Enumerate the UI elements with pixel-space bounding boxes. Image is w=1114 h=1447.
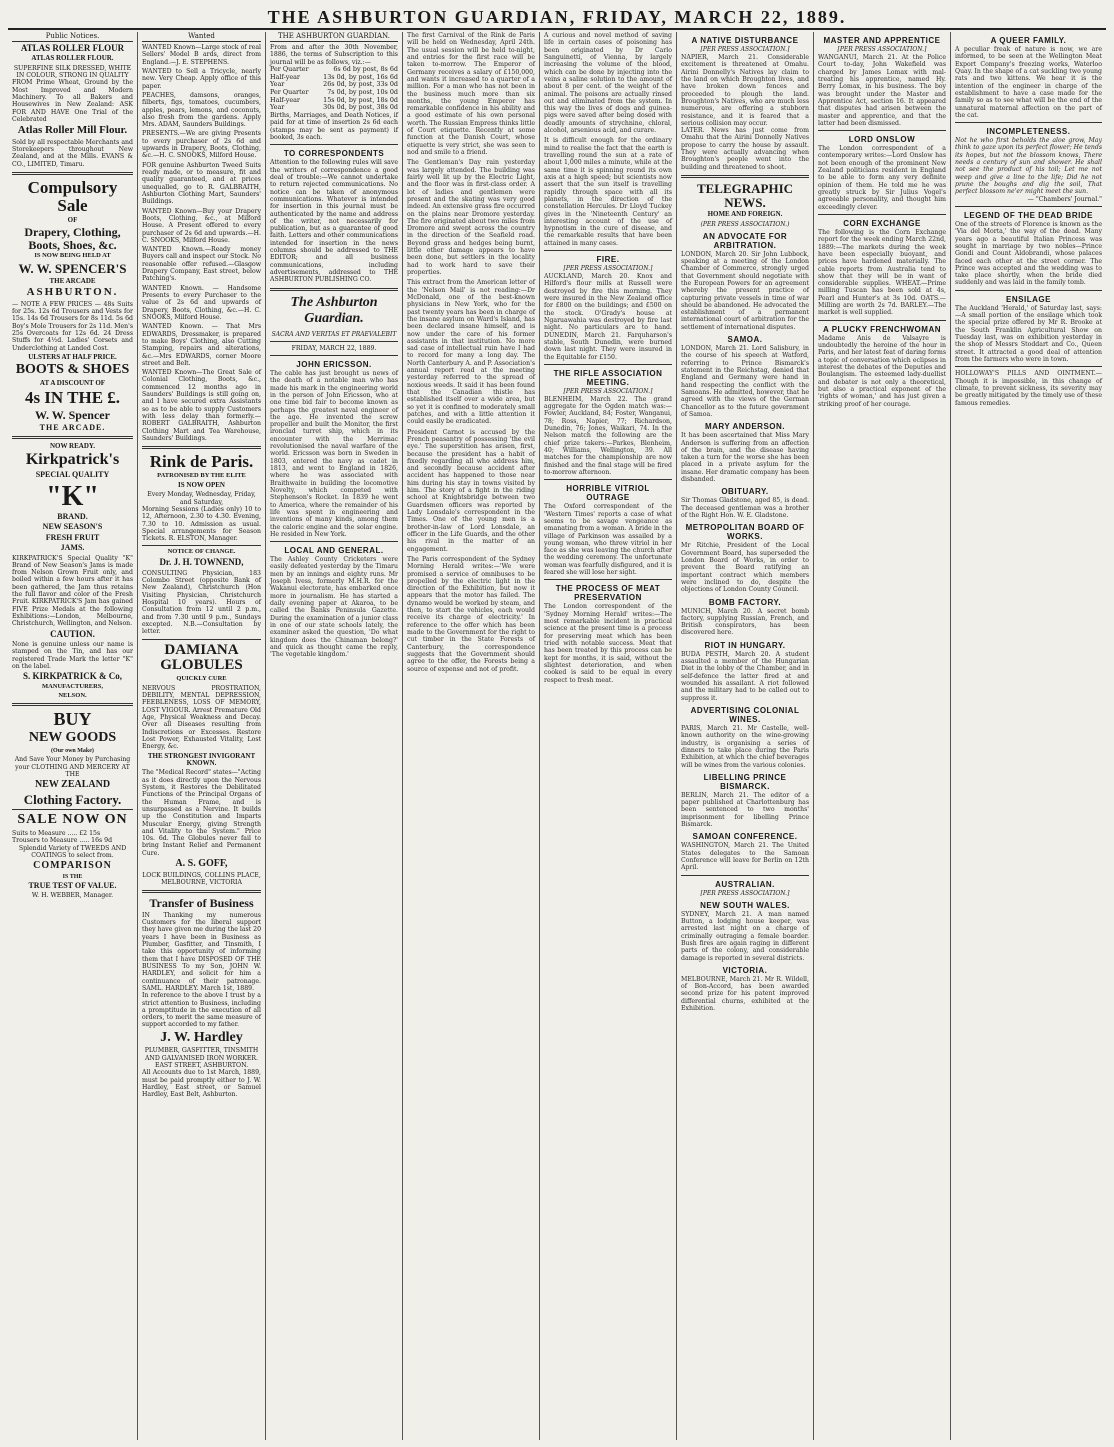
price-row: Per Quarter 7s 0d, by post, 10s 0d bbox=[270, 88, 398, 96]
masthead bbox=[8, 6, 1106, 30]
ad-invigorant: THE STRONGEST INVIGORANT KNOWN. bbox=[147, 751, 256, 767]
ad-k-brand: "K" bbox=[46, 480, 99, 512]
rifle-body: BLENHEIM, March 22. The grand aggregate for the Ogden match was:—Fowler, Auckland, 84; Foster, Wanganui, 78; Ross, Napier, 77; Richardson, Dunedin, 76; Jones, Waikari, 74. In the Nelson match the following are the chief prize takers:—Parkes, Blenheim, 40; Williams, Wellington, 39. All matches for the championship are now finished and the final stage will be fired to-morrow afternoon. bbox=[544, 395, 672, 476]
section-title: AUSTRALIAN. bbox=[715, 879, 775, 889]
ad-spencer-name: W. W. Spencer bbox=[35, 408, 110, 423]
divider bbox=[544, 579, 672, 580]
article-paragraph: It is difficult enough for the ordinary mind to realise the fact that the earth is travelling round the sun at a rate of about 1,000 miles a minute, while at the same time it is spinning round its own axis at a high speed; but scientists now assert that the sun itself is travelling rapidly through space with all its planets, in the direction of the constellation Hercules. Dr Lloyd Tuckey gives in the 'Nineteenth Century' an interesting account of the use of hypnotism in the cure of disease, and the remarkable results that have been attained in many cases. bbox=[544, 137, 672, 247]
queer-body: A peculiar freak of nature is now, we are informed, to be seen at the Wellington Meat Export Company's freezing works, Waterloo Quay. In the shape of a cat suckling two young rats and two kittens. We hear it is the intention of the engineer in charge of the establishment to have a case made for the family so as to see what will be the end of the unnatural maternal affection on the part of the cat. bbox=[955, 46, 1102, 119]
divider bbox=[12, 809, 133, 810]
ad-damiana-sub: QUICKLY CURE bbox=[176, 675, 227, 682]
wanted-item: WANTED Known—Large stock of real Sellers' Model B ards, direct from England.—J. E. STEPHENS. bbox=[142, 44, 261, 66]
column-7 bbox=[814, 32, 951, 1440]
vitriol-body: The Oxford correspondent of the 'Western Times' reports a case of what seems to be savage vengeance as emanating from a woman. A bride in the village of Parkinson was assailed by a young woman, who threw vitriol in her face as she was leaving the church after the wedding ceremony. The unfortunate woman was fearfully disfigured, and it is feared she will lose her sight. bbox=[544, 503, 672, 577]
section-title: A QUEER FAMILY. bbox=[990, 36, 1067, 45]
ad-new-goods: NEW GOODS bbox=[28, 730, 117, 746]
section-title: AN ADVOCATE FOR ARBITRATION. bbox=[702, 231, 788, 250]
divider bbox=[544, 250, 672, 251]
ad-true-test: TRUE TEST OF VALUE. bbox=[28, 881, 117, 891]
source-line: [PER PRESS ASSOCIATION.] bbox=[837, 46, 927, 53]
wanted-item: WANTED Known—The Great Sale of Colonial Clothing, Boots, &c., commenced 12 months ago in Saunders' Buildings is still going on, and I have secured extra Assistants so as to be able to supply Customers with less delay than formerly.—ROBERT GALBRAITH, Ashburton Clothing Mart and Tea Warehouse, Saunders' Buildings. bbox=[142, 369, 261, 442]
meat-body: The London correspondent of the 'Sydney Morning Herald' writes:—The most remarkable incident in practical science at the present time is a process for preserving meat which has been tried with notable success. Meat that has been treated by this process can be kept for months, it is said, without the slightest deterioration, and when cooked is said to be equal in every respect to fresh meat. bbox=[544, 603, 672, 684]
ad-rink-patron: PATRONISED BY THE ELITE bbox=[157, 472, 246, 480]
ad-kirk-co: S. KIRKPATRICK & Co, bbox=[23, 671, 122, 682]
column-1 bbox=[8, 32, 138, 1440]
divider bbox=[142, 545, 261, 546]
ad-ulsters: ULSTERS AT HALF PRICE. bbox=[28, 352, 117, 361]
correspondents-body: Attention to the following rules will save the writers of correspondence a good deal of trouble:—We cannot undertake to return rejected communications. No notice can be taken of anonymous communications. Whatever is intended for insertion in this journal must be authenticated by the name and address of the writer, not necessarily for publication, but as a guarantee of good faith. Letters and other communications intended for insertion in the news columns should be addressed to THE EDITOR; and all business communications, including advertisements, addressed to THE ASHBURTON PUBLISHING CO. bbox=[270, 159, 398, 284]
divider bbox=[270, 541, 398, 542]
section-title: MARY ANDERSON. bbox=[704, 422, 786, 432]
ad-trousers: Trousers to Measure ..... 16s 9d bbox=[12, 837, 113, 845]
subscription-prices bbox=[270, 66, 398, 112]
divider bbox=[270, 144, 398, 145]
ad-save: And Save Your Money by Purchasing your CLOTHING AND MERCERY AT THE bbox=[14, 756, 131, 778]
samoa-body: LONDON, March 21. Lord Salisbury, in the course of his speech at Watford, referring to Prince Bismarck's statement in the Reichstag, denied that England and Germany were hand in hand respecting the conflict with the Samoans. He admitted, however, that he agreed with the views of the German Chancellor as to the future government of Samoa. bbox=[681, 345, 809, 418]
onslow-body: The London correspondent of a contemporary writes:—Lord Onslow has not been enough of the prominent New Zealand politicians resident in England to be able to form any very definite opinion of them. He told me he was greatly struck by Sir Julius Vogel's agreeable personality, and thought him exceedingly clever. bbox=[818, 145, 946, 211]
price-row: Per Quarter 6s 6d by post, 8s 6d bbox=[270, 64, 398, 73]
article-title: JOHN ERICSSON. bbox=[296, 359, 372, 369]
ad-jams: JAMS. bbox=[60, 543, 85, 553]
arbitration-body: LONDON, March 20. Sir John Lubbock, speaking at a meeting of the London Chamber of Commerce, strongly urged that Government should negotiate with the European Powers for an agreement whereby the present practice of capturing private vessels in time of war should be abandoned. He advocated the establishment of a permanent international court of arbitration for the settlement of international disputes. bbox=[681, 250, 809, 331]
divider bbox=[681, 175, 809, 178]
wines-body: PARIS, March 21. Mr Castelle, well-known authority on the wine-growing industry, is organising a series of dinners to take place during the Paris Exhibition, at which the chief beverages will be wines from the various colonies. bbox=[681, 724, 809, 769]
divider bbox=[12, 703, 133, 706]
ad-comparison: COMPARISON bbox=[33, 860, 112, 872]
ad-four-shillings: 4s IN THE £. bbox=[24, 388, 121, 408]
divider bbox=[270, 341, 398, 342]
ad-new-zealand: NEW ZEALAND bbox=[34, 779, 111, 791]
obituary-body: Sir Thomas Gladstone, aged 85, is dead. The deceased gentleman was a brother of the Right Hon. W. E. Gladstone. bbox=[681, 497, 809, 519]
article-paragraph: President Carnot is accused by the French peasantry of possessing 'the evil eye.' The superstition has arisen, first, because the president has a habit of fixedly regarding all who address him, and secondly because accident after accident has happened to those near him during his stay in towns visited by him. The story of a fight in the riding school at Knightsbridge between two Guardsmen officers was reported by Lady Lonsdale's correspondent in the Times. One of the young men is a brother-in-law of Lord Lonsdale, an officer in the Life Guards, and the other his rival in the matter of an engagement. bbox=[407, 428, 535, 553]
ad-webber: W. H. WEBBER, Manager. bbox=[31, 892, 114, 900]
native-body: NAPIER, March 21. Considerable excitement is threatened at Omahu. Airini Donnelly's Natives lay claim to the land on which Broughton lives, and have broken down fences and proceeded to plough the land. Broughton's Natives, who are much less numerous, are offering a stubborn resistance, and it is feared that a serious collision may occur. bbox=[681, 54, 809, 127]
local-news-body: The Ashley County Cricketers were easily defeated yesterday by the Timaru men by an innings and eighty runs. Mr Joseph Ivess, formerly M.H.R. for the Wakanui electorate, has embarked once more in journalism. He has started a daily evening paper at Akaroa, to be called the Banks Peninsula Gazette. During the examination of a junior class in one of our state schools lately, the examiner asked the question, 'Do what kingdom does the Chinaman belong?' and quick as thought came the reply, 'The vegetable kingdom.' bbox=[270, 556, 398, 659]
ad-transfer-body: IN Thanking my numerous Customers for the liberal support they have given me during the last 20 years I have been in Business as Plumber, Gasfitter, and Tinsmith, I take this opportunity of informing them that I have DISPOSED OF THE BUSINESS To my Son, JOHN W. HARDLEY, and solicit for him a continuance of their patronage. SAML. HARDLEY. March 1st, 1889. bbox=[142, 911, 262, 992]
wanted-item: WANTED Known.—Ready money Buyers call and inspect our Stock. No reasonable offer refused.—Glasgow Drapery Company, East street, below Patching's. bbox=[142, 246, 261, 283]
ad-nelson: NELSON. bbox=[58, 691, 87, 699]
fire-body: AUCKLAND, March 20. Knox and Hilford's flour mills at Russell were destroyed by fire this morning. They were insured in the New Zealand office for £800 on the buildings; and £500 on the stock. O'Grady's house at Ngaruawahia was destroyed by fire last night. No particulars are to hand. DUNEDIN, March 21. Farquharson's stable, South Dunedin, were burned down last night. They were insured in the Equitable for £150. bbox=[544, 273, 672, 361]
source-line: [PER PRESS ASSOCIATION.] bbox=[563, 387, 653, 395]
source-line: [PER PRESS ASSOCIATION.] bbox=[563, 265, 653, 273]
wanted-item: WANTED Known. — That Mrs EDWARDS, Dressmaker, is prepared to make Boys' Clothing, also Cutting Stamping, repairs and alterations, &c.—Mrs EDWARDS, corner Moore street and Belt. bbox=[142, 323, 261, 367]
ad-compulsory-sale: Compulsory Sale bbox=[27, 178, 118, 215]
ad-own-make: (Our own Make) bbox=[51, 747, 94, 754]
section-title: LORD ONSLOW bbox=[848, 135, 916, 145]
mary-body: It has been ascertained that Miss Mary Anderson is suffering from an affection of the brain, and the disease having taken a turn for the worse she has been placed in a private asylum for the insane. Her dramatic company has been disbanded. bbox=[681, 432, 809, 484]
riot-body: BUDA PESTH, March 20. A student assaulted a member of the Hungarian Diet in the lobby of the Chamber, and in self-defence the latter fired at and wounded his assailant. A riot followed and the military had to be called out to suppress it. bbox=[681, 650, 809, 702]
ad-rink-open: IS NOW OPEN bbox=[178, 480, 225, 489]
section-title: NEW SOUTH WALES. bbox=[700, 900, 790, 910]
section-title: THE PROCESS OF MEAT PRESERVATION bbox=[555, 584, 661, 603]
ad-transfer: Transfer of Business bbox=[149, 896, 254, 911]
section-title: SAMOAN CONFERENCE. bbox=[692, 832, 798, 842]
section-title: BOMB FACTORY. bbox=[708, 597, 782, 607]
ad-fresh-fruit: FRESH FRUIT bbox=[45, 532, 100, 542]
section-title: MASTER AND APPRENTICE bbox=[823, 36, 941, 45]
libel-body: BERLIN, March 21. The editor of a paper published at Charlottenburg has been sentenced to two months' imprisonment for libelling Prince Bismarck. bbox=[681, 791, 809, 829]
section-title: OBITUARY. bbox=[721, 487, 769, 497]
article-paragraph: This extract from the American letter of the 'Nelson Mail' is not reading:—Dr McDonald, one of the best-known physicians in New York, who for the past twenty years has been in charge of the insane asylum on Ward's Island, has been declared insane himself, and is now under the care of his former assistants in that institution. No more sad case of intellectual ruin have I had to record for many a long day. The North Canterbury A. and P. Association's annual report read at the meeting yesterday referred to the spread of noxious weeds. It said it has been found that the Canadian thistle has established itself over a wide area, but so yet it is confined to moderately small patches, and with a little attention it could easily be eradicated. bbox=[407, 279, 535, 426]
section-title: A NATIVE DISTURBANCE bbox=[691, 36, 799, 45]
source-line: [PER PRESS ASSOCIATION.] bbox=[700, 889, 790, 897]
ad-buy: BUY bbox=[53, 709, 92, 730]
metro-body: Mr Ritchie, President of the Local Government Board, has superseded the London Board of Works, in order to prevent the Board ratifying an important contract which members were inclined to do, despite the objections of London County Council. bbox=[681, 542, 809, 594]
ad-new-season: NEW SEASON'S bbox=[42, 522, 103, 532]
divider bbox=[270, 355, 398, 356]
wanted-item: WANTED to Sell a Tricycle, nearly new. Very Cheap. Apply office of this paper. bbox=[142, 67, 261, 90]
ad-hardley-accounts: All Accounts due to 1st March, 1889, must be paid promptly either to J. W. Hardley, East street, or Samuel Hardley, East Belt, Ashburton. bbox=[142, 1069, 261, 1099]
ad-damiana-body: NERVOUS PROSTRATION, DEBILITY, MENTAL DEPRESSION, FEEBLENESS, LOSS OF MEMORY, LOST VIGOUR. Arrest Premature Old Age, Physical Weakness and Decay. Over all Diseases resulting from Indiscretions or Excesses. Restore Lost Power, Exhausted Vitality, Lost Energy, &c. bbox=[142, 684, 261, 751]
corn-body: The following is the Corn Exchange report for the week ending March 22nd, 1889:—The markets during the week have been especially buoyant, and prices have hardened materially. The cable reports from Australia tend to show that they will be in want of considerable supplies. WHEAT.—Prime milling Tuscan has been sold at 4s, Pearl and Hunter's at 3s 10d. OATS.—Milling are worth 2s 7d. BARLEY.—The market is well supplied. bbox=[818, 228, 946, 317]
column-8 bbox=[951, 32, 1106, 1440]
column-header: THE ASHBURTON GUARDIAN. bbox=[270, 32, 398, 42]
divider bbox=[955, 366, 1102, 367]
ad-notice-change: NOTICE OF CHANGE. bbox=[167, 548, 236, 556]
divider bbox=[12, 436, 133, 439]
wanted-item: WANTED Known. — Handsome Presents to every Purchaser to the value of 2s 6d and upwards of Drapery, Boots, Clothing, &c.—H. C. SNOOKS, Milford House. bbox=[142, 284, 261, 321]
victoria-body: MELBOURNE, March 21. Mr R. Wildell, of Bon-Accord, has been awarded second prize for his patent improved differential churns, exhibited at the Exhibition. bbox=[681, 975, 809, 1013]
legend-body: One of the streets of Florence is known as the 'Via del Morta,' the way of the dead. Many years ago a beautiful Italian Princess was sought in marriage by two nobles—Prince Gondi and Count Aldobrandi, whose palaces faced each other at the street corner. The Prince was accepted and the wedding was to take place shortly, when the bride died suddenly and was laid in the family tomb. bbox=[955, 220, 1102, 287]
section-title: LEGEND OF THE DEAD BRIDE bbox=[964, 210, 1093, 220]
ad-atlas-quality: SUPERFINE SILK DRESSED, WHITE IN COLOUR, STRONG IN QUALITY bbox=[13, 64, 132, 80]
section-title: THE RIFLE ASSOCIATION MEETING. bbox=[553, 368, 663, 387]
ad-caution: CAUTION. bbox=[50, 628, 95, 639]
plucky-body: Madame Anis de Valsayre is undoubtedly the heroine of the hour in Paris, and her latest feat of daring forms a topic of conversation which eclipses in interest the debates of the Deputies and Boulangism. The esteemed lady-duellist and debater is not only a theoretical, but also a practical exponent of the 'rights of woman,' and has just given a striking proof of her courage. bbox=[818, 334, 946, 408]
ad-goff-address: LOCK BUILDINGS, COLLINS PLACE, MELBOURNE, VICTORIA bbox=[142, 871, 261, 886]
source-line: [PER PRESS ASSOCIATION.] bbox=[700, 46, 790, 53]
section-title: METROPOLITAN BOARD OF WORKS. bbox=[685, 523, 805, 542]
ad-prices: — NOTE A FEW PRICES — 48s Suits for 25s. 12s 6d Trousers and Vests for 15s. 14s 6d Trousers for 8s 11d. 5s 6d Boy's Mole Trousers for 2s 11d. Men's 25s Overcoats for 12s 6d. 24 Dress Stuffs for 4½d. Ladies' Corsets and Underclothing at Landed Cost. bbox=[12, 300, 133, 352]
ad-brand: BRAND. bbox=[57, 511, 88, 521]
subscription-text: From and after the 30th November, 1886, the terms of Subscription to this journal will be as follows, viz.:— bbox=[270, 44, 398, 66]
guardian-logo: The Ashburton Guardian. bbox=[290, 294, 378, 326]
ad-boots-shoes: BOOTS & SHOES bbox=[15, 362, 130, 378]
section-title: VICTORIA. bbox=[722, 965, 768, 975]
ad-ashburton: ASHBURTON. bbox=[26, 286, 119, 299]
ad-atlas-sold: Sold by all respectable Merchants and Storekeepers throughout New Zealand, and at the Mills. EVANS & CO., LIMITED, Timaru. bbox=[12, 138, 133, 168]
wanted-item: PRESENTS.—We are giving Presents to every purchaser of 2s 6d and upwards in Drapery, Boots, Clothing, &c.—H. C. SNOOKS, Milford House. bbox=[142, 130, 261, 160]
section-title: LOCAL AND GENERAL. bbox=[284, 546, 384, 556]
section-title: ENSILAGE bbox=[1006, 294, 1051, 304]
divider bbox=[142, 639, 261, 640]
poem-body: Not he who first beholds the aloe grow, May think to gaze upon its perfect flower; He tends its hopes, but not the blossom knows, There needs a century of sun and shower. He shall not see the product of his toil; Let me not weep and give a line to the life; Did he not prune the boughs and dig the soil, That perfect blossom ne'er might meet the sun. bbox=[955, 137, 1102, 196]
ad-transfer-body-2: In reference to the above I trust by a strict attention to Business, including a promptitude in the execution of all orders, to merit the same measure of support accorded to my father. bbox=[142, 992, 261, 1029]
divider bbox=[681, 875, 809, 876]
divider bbox=[142, 446, 261, 449]
poem-source: — "Chambers' Journal." bbox=[1027, 195, 1102, 203]
price-row: Year 26s 0d, by post, 33s 0d bbox=[270, 80, 398, 89]
ad-is-the: IS THE bbox=[62, 873, 83, 880]
divider bbox=[270, 288, 398, 291]
column-header: Wanted bbox=[142, 32, 261, 42]
master-body: WANGANUI, March 21. At the Police Court to-day, John Wakefield was charged by James Lomax with mal-treating his apprentice, named Hy. Berry Lomax, in his business. The boy was brought under the Master and Apprentice Act, section 16. It appeared that disputes had arisen between the master and apprentice, and that the latter had been dismissed. bbox=[818, 54, 946, 127]
divider bbox=[544, 364, 672, 365]
bomb-body: MUNICH, March 20. A secret bomb factory, supplying Russian, French, and British conspirators, has been discovered here. bbox=[681, 607, 809, 637]
native-later: LATER. News has just come from Omahu that the Airini Donnelly Natives propose to carry the house by assault. They were actually advancing when Broughton's people went into the building and threatened to shoot. bbox=[681, 127, 809, 171]
ad-manufacturers: MANUFACTURERS, bbox=[41, 682, 104, 690]
guardian-motto: SACRA AND VERITAS ET PRAEVALEBIT bbox=[271, 330, 397, 338]
ad-townend: Dr. J. H. TOWNEND, bbox=[159, 557, 244, 568]
column-6 bbox=[677, 32, 814, 1440]
ad-hardley-sub: PLUMBER, GASFITTER, TINSMITH AND GALVANISED IRON WORKER. EAST STREET, ASHBURTON. bbox=[144, 1047, 259, 1070]
divider bbox=[818, 320, 946, 321]
article-paragraph: A curious and novel method of saving life in certain cases of poisoning has been originated by Dr Carlo Sanguinetti, of Vienna, by largely increasing the volume of the blood, which can be done by injecting into the veins a saline solution to the amount of about 8 per cent. of the weight of the animal. The poisons are actually rinsed out and eliminated from the system. In this way the lives of dogs and guinea-pigs were saved after being dosed with deadly amounts of strychnine, chloral, alcohol, arsenious acid, and curare. bbox=[544, 32, 672, 135]
price-row: Half-year 15s 0d, by post, 18s 0d bbox=[270, 95, 398, 104]
section-title: INCOMPLETENESS. bbox=[986, 127, 1071, 137]
source-line: (PER PRESS ASSOCIATION.) bbox=[700, 220, 790, 228]
divider bbox=[955, 122, 1102, 123]
ad-special-quality: SPECIAL QUALITY bbox=[35, 470, 110, 480]
divider bbox=[818, 214, 946, 215]
ad-text: OF bbox=[67, 215, 78, 224]
telegraphic-subheading: HOME AND FOREIGN. bbox=[707, 210, 783, 219]
births-notice: Births, Marriages, and Death Notices, if paid for at time of insertion 2s 6d each (stamps may be sent as payment) if booked, 3s each. bbox=[270, 112, 398, 141]
ad-caution-body: None is genuine unless our name is stamped on the Tin, and has our registered Trade Mark the letter "K" on the label. bbox=[12, 641, 133, 671]
section-title: LIBELLING PRINCE BISMARCK. bbox=[703, 772, 787, 791]
ad-clothing-factory: Clothing Factory. bbox=[23, 791, 122, 807]
section-title: RIOT IN HUNGARY. bbox=[704, 640, 786, 650]
ad-invigorant-body: The "Medical Record" states—"Acting as it does directly upon the Nervous System, it Restores the Debilitated Functions of the Principal Organs of the Human Frame, and is unsurpassed as a Nervine. It builds up the Constitution and Imparts Muscular Energy, giving Strength and Vitality to the System." Price 10s. 6d. The Globules never fail to bring Instant Relief and Permanent Cure. bbox=[142, 769, 261, 857]
ad-kirkpatrick: Kirkpatrick's bbox=[25, 451, 120, 469]
wanted-item: PEACHES, damsons, oranges, filberts, figs, tomatoes, cucumbers, apples, pears, lemons, and coconuts, also fresh from the gardens. Apply Mrs. ADAM, Saunders Buildings. bbox=[142, 91, 261, 129]
ad-spencer: W. W. SPENCER'S bbox=[18, 261, 127, 277]
ad-atlas-body: FROM Prime Wheat, Ground by the Most Improved and Modern Machinery. To all Bakers and Housewives in New Zealand: ASK FOR AND HAVE One Trial of the Celebrated bbox=[12, 79, 133, 123]
ad-drapery: Drapery, Clothing, Boots, Shoes, &c. bbox=[24, 225, 121, 252]
section-title: A PLUCKY FRENCHWOMAN bbox=[823, 324, 941, 334]
ensilage-body: The Auckland 'Herald,' of Saturday last, says:—A small portion of the ensilage which took the special prize offered by Mr R. Brooke at the South Franklin Agricultural Show on Tuesday last, was on exhibition yesterday in the shop of Messrs Stoddart and Co., Queen street. It attracted a good deal of attention from the farmers who were in town. bbox=[955, 304, 1102, 363]
section-title: HORRIBLE VITRIOL OUTRAGE bbox=[566, 484, 650, 503]
nsw-body: SYDNEY, March 21. A man named Button, a lodging house keeper, was arrested last night on a charge of criminally outraging a female boarder. Bush fires are again raging in different parts of the colony, and considerable damage is reported in several districts. bbox=[681, 910, 809, 962]
samoan-conference-body: WASHINGTON, March 21. The United States delegates to the Samoan Conference will leave for Berlin on 12th April. bbox=[681, 842, 809, 872]
wanted-list bbox=[142, 44, 261, 442]
ad-goff: A. S. GOFF, bbox=[175, 858, 228, 870]
wanted-item: FOR genuine Ashburton Tweed Suits ready made, or to measure, fit and quality guaranteed, and at prices unequalled, go to R. GALBRAITH, Ashburton Clothing Mart, Saunders' Buildings. bbox=[142, 161, 261, 206]
column-2 bbox=[138, 32, 266, 1440]
ad-rink-days: Every Monday, Wednesday, Friday, and Saturday, bbox=[147, 491, 256, 506]
article-paragraph: The Gentleman's Day rain yesterday was largely attended. The building was fairly well lit up by the Electric Light, and the floor was in first-class order. A lot of ladies and gentlemen were present and the skating was very good indeed. An extensive grass fire occurred on the plains near Dromore yesterday. The fire originated about two miles from Dromore and swept across the country in the direction of the Seafield road. Beyond grass and hedges being burnt, little other damage appears to have been done, but settlers in the locality had to work hard to save their properties. bbox=[407, 159, 535, 276]
column-3 bbox=[266, 32, 403, 1440]
ad-damiana: DAMIANA GLOBULES bbox=[160, 641, 243, 674]
section-title: SAMOA. bbox=[727, 335, 763, 345]
section-title: CORN EXCHANGE bbox=[843, 218, 921, 228]
price-row: Half-year 13s 0d, by post, 16s 6d bbox=[270, 72, 398, 81]
divider bbox=[818, 130, 946, 131]
ad-discount: AT A DISCOUNT OF bbox=[39, 378, 106, 387]
ad-hardley: J. W. Hardley bbox=[160, 1029, 243, 1045]
article-body: The cable has just brought us news of the death of a notable man who has made his mark in the engineering world in the person of John Ericsson, who at one time bid fair to become known as perhaps the greatest naval engineer of the age. He invented the screw propeller and built the Monitor, the first ironclad turret ship, which in its encounter with the Merrimac revolutionised the naval warfare of the world. Ericsson was born in Sweden in 1803, entered the navy as cadet in 1813, and went to England in 1826, where he was associated with Braithwaite in building the locomotive Novelty, which competed with Stephenson's Rocket. In 1839 he went to America, where the remainder of his life was spent in engineering and inventions of many kinds, among them the caloric engine and the solar engine. He resided in New York. bbox=[270, 369, 398, 538]
column-header: Public Notices. bbox=[12, 32, 133, 42]
price-row: Year 30s 0d, by post, 38s 0d bbox=[270, 103, 398, 112]
ad-atlas-subheading: ATLAS ROLLER FLOUR. bbox=[31, 54, 114, 63]
section-title: FIRE. bbox=[596, 255, 620, 265]
newspaper-title: THE ASHBURTON GUARDIAN, FRIDAY, MARCH 22, 1889. bbox=[267, 7, 847, 27]
ad-atlas-heading: ATLAS ROLLER FLOUR bbox=[20, 43, 125, 53]
newspaper-page bbox=[8, 32, 1106, 1440]
ad-rink-de-paris: Rink de Paris. bbox=[149, 452, 254, 472]
divider bbox=[544, 479, 672, 480]
ad-text: THE ARCADE bbox=[49, 276, 96, 285]
section-title: ADVERTISING COLONIAL WINES. bbox=[690, 705, 800, 724]
ad-text: IS NOW BEING HELD AT bbox=[34, 252, 111, 260]
ad-now-ready: NOW READY. bbox=[49, 442, 96, 451]
ad-kirk-body: KIRKPATRICK'S Special Quality "K" Brand of New Season's Jams is made from Nelson Grown Fruit only, and boiled within a few hours after it has been gathered, the Jam thus retains the full flavor and color of the Fresh Fruit. KIRKPATRICK'S Jam has gained FIVE Prize Medals at the following Exhibitions:—London, Melbourne, Christchurch, Wellington, and Nelson. bbox=[12, 554, 133, 628]
ad-townend-body: CONSULTING Physician, 183 Colombo Street (opposite Bank of New Zealand), Christchurch (Hon Visiting Physician, Christchurch Hospital 10 years). Hours of Consultation from 12 until 2 p.m., and from 7.30 until 9 p.m., Sundays excepted. N.B.—Consultation by letter. bbox=[142, 569, 261, 636]
divider bbox=[955, 290, 1102, 291]
column-4 bbox=[403, 32, 540, 1440]
column-5 bbox=[540, 32, 677, 1440]
article-paragraph: The first Carnival of the Rink de Paris will be held on Wednesday, April 24th. The usual session will be held to-night, and entries for the first race will be taken to-morrow. The Emperor of Germany receives a salary of £150,000, and wants it increased to a quarter of a million. For a man who has not been in the business much more than six months, the young Emperor has remarkable confidence in his ability and a good estimate of his own personal worth. The Russian Empress thinks little of Court etiquette. Recently at some function at the Danish Court, whose etiquette is very strict, she was seen to nod and smile to a friend. bbox=[407, 32, 535, 156]
article-paragraph: The Paris correspondent of the Sydney Morning Herald writes:—'We were promised a service of omnibuses to be propelled by the electric light in the direction of the Exhibition, but now it appears that the motor has failed. The dynamo would be worked by steam, and then, to start the vehicles, each would receive its charge of electricity.' In reference to the offer which has been made to the Government for the right to cut timber in the State Forests of Canterbury, the correspondence suggests that the Government should agree to the offer, the Forests being a source of expense and not of profit. bbox=[407, 555, 535, 673]
divider bbox=[12, 172, 133, 175]
telegraphic-heading: TELEGRAPHIC NEWS. bbox=[696, 181, 794, 210]
ad-suits: Suits to Measure ..... £2 15s bbox=[12, 830, 101, 838]
ad-rink-hours: Morning Sessions (Ladies only) 10 to 12, Afternoon, 2.30 to 4.30. Evening, 7.30 to 10. Admission as usual. Special arrangements for Season Tickets. R. ELSTON, Manager. bbox=[142, 505, 261, 543]
section-title: TO CORRESPONDENTS bbox=[283, 149, 385, 159]
divider bbox=[142, 890, 261, 893]
ad-arcade: THE ARCADE. bbox=[39, 422, 106, 432]
holloway-ad: HOLLOWAY'S PILLS AND OINTMENT.—Though it is impossible, in this change of climate, to prevent sickness, its severity may be greatly mitigated by the timely use of these famous remedies. bbox=[955, 370, 1102, 407]
wanted-item: WANTED Known—Buy your Drapery Boots, Clothing, &c., at Milford House. A Present offered to every purchaser of 2s 6d and upwards.—H. C. SNOOKS, Milford House. bbox=[142, 207, 261, 244]
ad-atlas-name: Atlas Roller Mill Flour. bbox=[17, 124, 128, 137]
ad-splendid: Splendid Variety of TWEEDS AND COATINGS to select from. bbox=[18, 844, 127, 859]
issue-date: FRIDAY, MARCH 22, 1889. bbox=[291, 344, 377, 352]
divider bbox=[955, 206, 1102, 207]
ad-sale-now-on: SALE NOW ON bbox=[17, 812, 128, 828]
